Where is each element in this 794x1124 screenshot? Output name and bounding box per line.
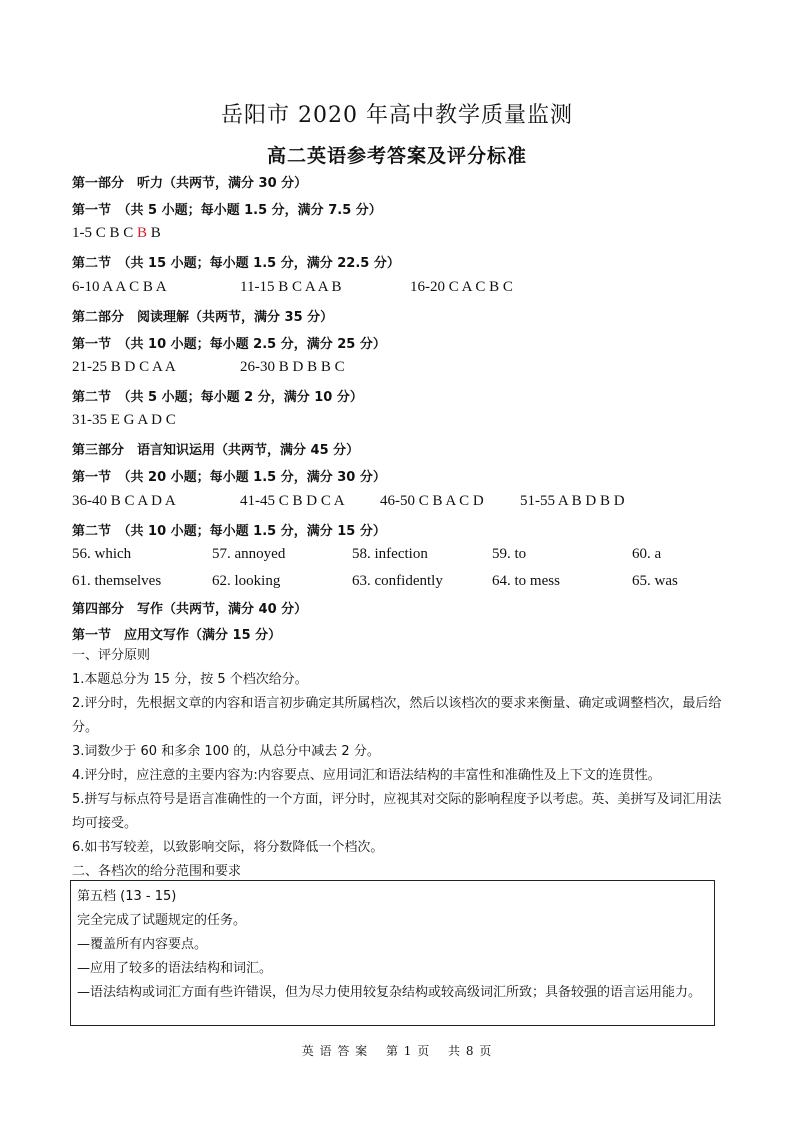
answers-11-15: 11-15 B C A A B <box>240 279 342 295</box>
blank-answer: 63. confidently <box>352 573 443 589</box>
part4-section1-heading: 第一节 应用文写作（满分 15 分） <box>72 628 282 643</box>
rule-item: 3.词数少于 60 和多余 100 的，从总分中减去 2 分。 <box>72 744 380 759</box>
part1-section1-heading: 第一节 （共 5 小题；每小题 1.5 分，满分 7.5 分） <box>72 203 382 218</box>
blank-answer: 62. looking <box>212 573 281 589</box>
answers-1-5-suffix: B <box>147 225 161 241</box>
level5-line: —语法结构或词汇方面有些许错误，但为尽力使用较复杂结构或较高级词汇所致；具备较强的语言运用能力。 <box>77 985 702 1000</box>
blank-answer: 61. themselves <box>72 573 162 589</box>
principles-heading: 一、评分原则 <box>72 648 151 663</box>
answers-31-35: 31-35 E G A D C <box>72 412 176 428</box>
page-title: 岳阳市 2020 年高中教学质量监测 <box>221 103 573 128</box>
part3-section2-heading: 第二节 （共 10 小题；每小题 1.5 分，满分 15 分） <box>72 524 386 539</box>
part2-section1-heading: 第一节 （共 10 小题；每小题 2.5 分，满分 25 分） <box>72 337 386 352</box>
answers-1-5-prefix: 1-5 C B C <box>72 225 138 241</box>
answers-6-10: 6-10 A A C B A <box>72 279 167 295</box>
answers-36-40: 36-40 B C A D A <box>72 493 176 509</box>
level5-line: —覆盖所有内容要点。 <box>77 937 208 952</box>
part1-heading: 第一部分 听力（共两节，满分 30 分） <box>72 176 308 191</box>
answers-16-20: 16-20 C A C B C <box>410 279 513 295</box>
answers-51-55: 51-55 A B D B D <box>520 493 625 509</box>
levels-heading: 二、各档次的给分范围和要求 <box>72 864 242 879</box>
part3-heading: 第三部分 语言知识运用（共两节，满分 45 分） <box>72 443 360 458</box>
answer-4-highlight: B <box>137 225 148 241</box>
page-footer: 英 语 答 案 第 1 页 共 8 页 <box>301 1044 493 1058</box>
blank-answer: 64. to mess <box>492 573 560 589</box>
blank-answer: 56. which <box>72 546 132 562</box>
rule-item: 2.评分时，先根据文章的内容和语言初步确定其所属档次，然后以该档次的要求来衡量、确定或调整档次，最后给分。 <box>72 696 722 735</box>
answers-21-25: 21-25 B D C A A <box>72 359 176 375</box>
part1-section2-heading: 第二节 （共 15 小题；每小题 1.5 分，满分 22.5 分） <box>72 256 400 271</box>
blank-answer: 59. to <box>492 546 527 562</box>
page-subtitle: 高二英语参考答案及评分标准 <box>266 145 527 167</box>
level5-line: —应用了较多的语法结构和词汇。 <box>77 961 273 976</box>
answers-46-50: 46-50 C B A C D <box>380 493 484 509</box>
blank-answer: 57. annoyed <box>212 546 286 562</box>
level5-box <box>70 880 715 1026</box>
answers-26-30: 26-30 B D B B C <box>240 359 345 375</box>
rule-item: 6.如书写较差，以致影响交际，将分数降低一个档次。 <box>72 840 384 855</box>
answers-41-45: 41-45 C B D C A <box>240 493 345 509</box>
blank-answer: 65. was <box>632 573 678 589</box>
blank-answer: 58. infection <box>352 546 428 562</box>
rule-item: 5.拼写与标点符号是语言准确性的一个方面，评分时，应视其对交际的影响程度予以考虑。英、美拼写及词汇用法均可接受。 <box>72 792 722 831</box>
level5-line: 完全完成了试题规定的任务。 <box>77 913 247 928</box>
answers-1-5 <box>72 225 161 242</box>
level5-title: 第五档 (13 - 15) <box>77 889 177 904</box>
rule-item: 1.本题总分为 15 分，按 5 个档次给分。 <box>72 672 308 687</box>
scoring-principles <box>72 644 722 884</box>
rule-item: 4.评分时，应注意的主要内容为:内容要点、应用词汇和语法结构的丰富性和准确性及上下文的连贯性。 <box>72 768 661 783</box>
part2-heading: 第二部分 阅读理解（共两节，满分 35 分） <box>72 310 334 325</box>
part3-section1-heading: 第一节 （共 20 小题；每小题 1.5 分，满分 30 分） <box>72 470 386 485</box>
part4-heading: 第四部分 写作（共两节，满分 40 分） <box>72 602 308 617</box>
part2-section2-heading: 第二节 （共 5 小题；每小题 2 分，满分 10 分） <box>72 390 363 405</box>
blank-answer: 60. a <box>632 546 662 562</box>
